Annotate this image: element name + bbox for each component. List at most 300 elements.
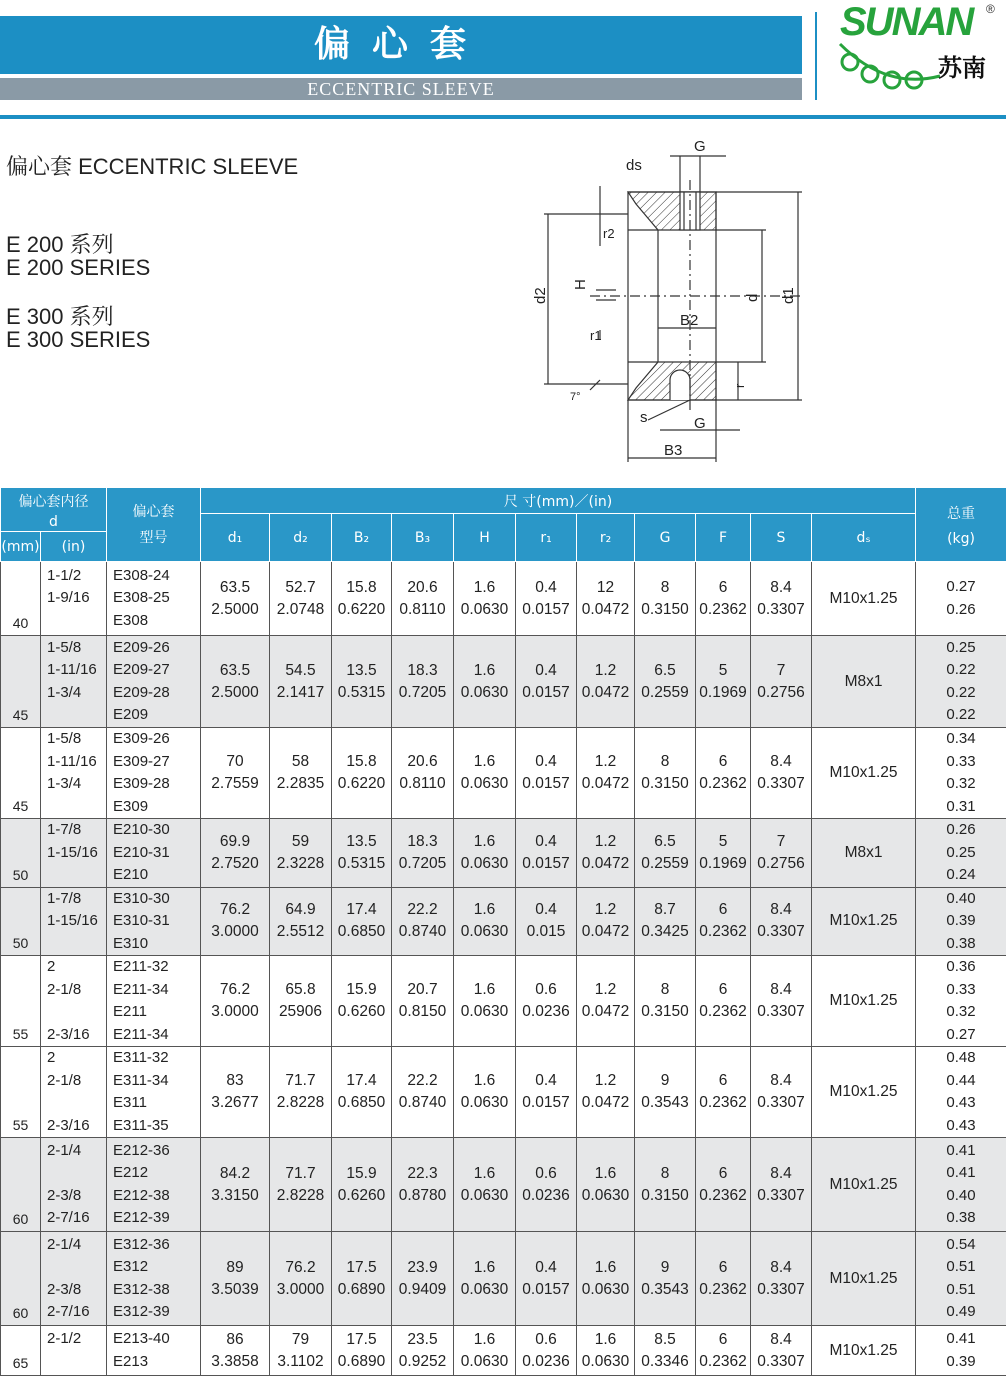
series-300-cn: E 300 系列	[6, 304, 114, 329]
cell-B2: 15.9 0.6260	[332, 956, 392, 1047]
header-weight-unit: (kg)	[947, 530, 975, 547]
eccentric-sleeve-drawing	[520, 130, 820, 470]
cell-weight	[916, 887, 1006, 956]
cell-model-line: E311-34	[113, 1071, 169, 1089]
table-row	[1, 636, 1006, 728]
cell-G: 8 0.3150	[635, 1138, 696, 1232]
cell-bore-in-line: 1-15/16	[47, 843, 98, 861]
cell-B3: 23.9 0.9409	[392, 1232, 454, 1326]
cell-model-line: E213-40	[113, 1330, 170, 1347]
cell-weight	[916, 636, 1006, 728]
cell-H: 1.6 0.0630	[454, 1232, 516, 1326]
cell-ds: M10x1.25	[812, 1232, 916, 1326]
cell-bore-in-line	[47, 864, 106, 887]
cell-d2: 79 3.1102	[270, 1326, 332, 1376]
cell-B3: 18.3 0.7205	[392, 636, 454, 728]
cell-weight	[916, 1047, 1006, 1138]
label-d1: d1	[780, 287, 797, 304]
cell-r2: 1.2 0.0472	[577, 956, 635, 1047]
cell-weight-line: 0.40	[946, 1186, 976, 1204]
cell-weight-line: 0.25	[946, 638, 976, 656]
cell-model-line: E210-30	[113, 821, 170, 838]
cell-d2: 52.7 2.0748	[270, 562, 332, 636]
cell-H: 1.6 0.0630	[454, 1326, 516, 1376]
cell-bore-in-line: 1-11/16	[47, 661, 97, 678]
cell-S: 8.4 0.3307	[751, 1047, 812, 1138]
cell-bore-mm: 45	[1, 728, 41, 819]
header-col-G: G	[635, 514, 696, 562]
cell-model-line: E210	[113, 866, 149, 883]
cell-S: 8.4 0.3307	[751, 1138, 812, 1232]
cell-B2: 17.5 0.6890	[332, 1232, 392, 1326]
cell-bore-mm: 45	[1, 636, 41, 728]
header-model-cn: 偏心套 型号	[132, 503, 175, 546]
cell-H: 1.6 0.0630	[454, 728, 516, 819]
cell-weight-line: 0.41	[946, 1164, 976, 1181]
cell-model	[107, 1047, 201, 1138]
cell-bore-in-line	[47, 610, 106, 633]
cell-r1: 0.4 0.0157	[516, 819, 577, 888]
cell-d2: 71.7 2.8228	[270, 1047, 332, 1138]
table-row	[1, 956, 1006, 1047]
cell-bore-in-line: 1-5/8	[47, 730, 82, 747]
cell-weight	[916, 956, 1006, 1047]
cell-d1: 89 3.5039	[201, 1232, 270, 1326]
cell-d1: 70 2.7559	[201, 728, 270, 819]
table-row	[1, 887, 1006, 956]
cell-weight-line: 0.26	[946, 600, 976, 618]
cell-r1: 0.6 0.0236	[516, 1326, 577, 1376]
cell-bore-in-line: 1-7/8	[47, 821, 82, 838]
cell-weight-line: 0.51	[946, 1258, 976, 1275]
header-weight-cn: 总重	[947, 505, 976, 522]
cell-model	[107, 1232, 201, 1326]
cell-weight	[916, 819, 1006, 888]
header-col-F: F	[696, 514, 751, 562]
cell-model	[107, 1326, 201, 1376]
cell-model-line: E310-30	[113, 889, 170, 907]
cell-model-line: E209-27	[113, 661, 170, 678]
cell-bore-in	[41, 728, 107, 819]
cell-ds: M10x1.25	[812, 956, 916, 1047]
cell-G: 6.5 0.2559	[635, 636, 696, 728]
cell-G: 6.5 0.2559	[635, 819, 696, 888]
cell-B3: 22.3 0.8780	[392, 1138, 454, 1232]
cell-model-line: E309-26	[113, 730, 170, 747]
cell-bore-in-line: 2-1/8	[47, 1071, 82, 1089]
cell-model-line: E211-34	[113, 980, 169, 998]
header-col-d1: d₁	[201, 514, 270, 562]
label-H: H	[572, 279, 589, 290]
cell-weight-line: 0.36	[946, 958, 976, 975]
cell-model-line: E212-36	[113, 1141, 170, 1159]
cell-model-line: E211	[113, 1003, 147, 1020]
cell-model-line: E309-27	[113, 752, 170, 770]
cell-bore-in	[41, 887, 107, 956]
cell-bore-in-line	[47, 1351, 106, 1374]
header-col-d2: d₂	[270, 514, 332, 562]
cell-model	[107, 956, 201, 1047]
cell-model-line: E212-39	[113, 1209, 170, 1226]
cell-B2: 15.8 0.6220	[332, 562, 392, 636]
cell-model-line: E311	[113, 1094, 147, 1111]
cell-r2: 1.2 0.0472	[577, 728, 635, 819]
cell-d1: 84.2 3.3150	[201, 1138, 270, 1232]
cell-bore-in-line	[47, 1092, 106, 1115]
cell-model-line: E311-32	[113, 1049, 169, 1066]
cell-model-line: E308-24	[113, 566, 170, 584]
cell-model-line: E211-34	[113, 1025, 169, 1043]
cell-d1: 86 3.3858	[201, 1326, 270, 1376]
header-model	[107, 488, 201, 562]
cell-H: 1.6 0.0630	[454, 1138, 516, 1232]
header-col-r2: r₂	[577, 514, 635, 562]
cell-r1: 0.6 0.0236	[516, 1138, 577, 1232]
label-B2: B2	[680, 312, 699, 329]
cell-F: 6 0.2362	[696, 1232, 751, 1326]
cell-G: 9 0.3543	[635, 1232, 696, 1326]
section-heading: 偏心套 ECCENTRIC SLEEVE	[6, 154, 299, 179]
cell-B2: 15.9 0.6260	[332, 1138, 392, 1232]
cell-bore-mm: 50	[1, 819, 41, 888]
cell-bore-in-line	[47, 933, 106, 956]
cell-d2: 58 2.2835	[270, 728, 332, 819]
cell-r2: 12 0.0472	[577, 562, 635, 636]
cell-bore-in-line	[47, 704, 106, 727]
cell-r1: 0.4 0.0157	[516, 1047, 577, 1138]
cell-weight-line: 0.38	[946, 934, 976, 952]
cell-r1: 0.6 0.0236	[516, 956, 577, 1047]
cell-bore-in	[41, 819, 107, 888]
cell-model-line: E312-39	[113, 1303, 170, 1320]
cell-bore-in-line: 2-3/16	[47, 1025, 90, 1043]
cell-H: 1.6 0.0630	[454, 819, 516, 888]
cell-ds: M10x1.25	[812, 728, 916, 819]
cell-weight-line: 0.51	[946, 1280, 976, 1298]
cell-B3: 20.6 0.8110	[392, 562, 454, 636]
cell-weight	[916, 1232, 1006, 1326]
label-ds: ds	[626, 157, 642, 174]
cell-model-line: E210-31	[113, 843, 170, 861]
header-mm: (mm)	[1, 532, 41, 562]
label-r: r	[732, 383, 747, 388]
cell-weight-line: 0.43	[946, 1094, 976, 1111]
cell-model-line: E310	[113, 934, 149, 952]
cell-bore-mm: 55	[1, 1047, 41, 1138]
cell-model	[107, 728, 201, 819]
cell-model-line: E311-35	[113, 1116, 169, 1134]
cell-bore-in-line: 2	[47, 958, 56, 975]
cell-model-line: E309	[113, 797, 149, 815]
cell-B3: 18.3 0.7205	[392, 819, 454, 888]
header-bore-d: d	[1, 514, 107, 532]
header-weight	[916, 488, 1006, 562]
cell-bore-in-line: 1-1/2	[47, 566, 82, 584]
header-col-r1: r₁	[516, 514, 577, 562]
cell-ds: M8x1	[812, 819, 916, 888]
cell-weight-line: 0.24	[946, 866, 976, 883]
cell-d2: 54.5 2.1417	[270, 636, 332, 728]
cell-bore-in-line: 2-1/4	[47, 1235, 82, 1253]
cell-F: 6 0.2362	[696, 1326, 751, 1376]
bearing-balls-icon	[836, 40, 946, 90]
cell-r1: 0.4 0.0157	[516, 1232, 577, 1326]
cell-bore-in	[41, 562, 107, 636]
cell-weight-line: 0.41	[946, 1330, 976, 1347]
cell-r2: 1.6 0.0630	[577, 1138, 635, 1232]
cell-ds: M10x1.25	[812, 1326, 916, 1376]
cell-bore-in-line: 2-7/16	[47, 1209, 90, 1226]
cell-bore-in-line: 2-3/8	[47, 1186, 82, 1204]
spec-table	[0, 487, 1006, 1376]
cell-weight-line: 0.39	[946, 1352, 976, 1370]
cell-weight-line: 0.22	[946, 661, 976, 678]
cell-ds: M10x1.25	[812, 562, 916, 636]
cell-model	[107, 887, 201, 956]
cell-G: 9 0.3543	[635, 1047, 696, 1138]
cell-weight-line: 0.32	[946, 1003, 976, 1020]
cell-weight-line: 0.22	[946, 683, 976, 701]
cell-bore-in-line	[47, 1256, 106, 1279]
cell-B2: 13.5 0.5315	[332, 819, 392, 888]
cell-model-line: E209	[113, 706, 149, 723]
label-d: d	[744, 293, 761, 302]
cell-G: 8 0.3150	[635, 562, 696, 636]
cell-bore-in-line: 1-3/4	[47, 683, 82, 701]
header-bore	[1, 488, 107, 514]
brand-logo	[836, 0, 1004, 100]
cell-model-line: E308	[113, 611, 149, 629]
cell-weight-line: 0.48	[946, 1049, 976, 1066]
cell-weight-line: 0.54	[946, 1235, 976, 1253]
cell-B3: 22.2 0.8740	[392, 887, 454, 956]
cell-d1: 76.2 3.0000	[201, 956, 270, 1047]
cell-S: 8.4 0.3307	[751, 1326, 812, 1376]
cell-r2: 1.2 0.0472	[577, 1047, 635, 1138]
cell-S: 7 0.2756	[751, 819, 812, 888]
cell-bore-in-line: 2-3/16	[47, 1116, 90, 1134]
cell-bore-mm: 50	[1, 887, 41, 956]
label-angle: 7°	[570, 391, 581, 403]
cell-weight	[916, 1138, 1006, 1232]
cell-bore-in	[41, 1232, 107, 1326]
cell-model-line: E212	[113, 1164, 149, 1181]
label-s: s	[640, 409, 648, 426]
header-divider	[815, 12, 817, 100]
cell-weight-line: 0.22	[946, 706, 976, 723]
table-row	[1, 819, 1006, 888]
table-row	[1, 1232, 1006, 1326]
cell-S: 8.4 0.3307	[751, 562, 812, 636]
cell-model-line: E211-32	[113, 958, 169, 975]
cell-weight-line: 0.39	[946, 912, 976, 929]
cell-r2: 1.2 0.0472	[577, 819, 635, 888]
cell-B2: 15.8 0.6220	[332, 728, 392, 819]
cell-d2: 71.7 2.8228	[270, 1138, 332, 1232]
cell-S: 7 0.2756	[751, 636, 812, 728]
cell-bore-in-line	[47, 1162, 106, 1185]
cell-r2: 1.2 0.0472	[577, 887, 635, 956]
cell-bore-mm: 60	[1, 1138, 41, 1232]
cell-bore-mm: 65	[1, 1326, 41, 1376]
cell-bore-in-line	[47, 796, 106, 819]
cell-bore-mm: 60	[1, 1232, 41, 1326]
cell-model-line: E309-28	[113, 775, 170, 792]
cell-B2: 17.4 0.6850	[332, 1047, 392, 1138]
cell-weight-line: 0.49	[946, 1303, 976, 1320]
header-col-ds: dₛ	[812, 514, 916, 562]
cell-S: 8.4 0.3307	[751, 887, 812, 956]
cell-model-line: E308-25	[113, 589, 170, 607]
cell-F: 6 0.2362	[696, 728, 751, 819]
header-col-H: H	[454, 514, 516, 562]
cell-bore-in-line: 1-11/16	[47, 752, 97, 770]
cell-model-line: E209-28	[113, 683, 170, 701]
table-row	[1, 1326, 1006, 1376]
cell-d1: 76.2 3.0000	[201, 887, 270, 956]
logo-brand-text: SUNAN	[840, 0, 973, 44]
header-col-B2: B₂	[332, 514, 392, 562]
cell-weight-line: 0.33	[946, 980, 976, 998]
cell-d1: 83 3.2677	[201, 1047, 270, 1138]
cell-weight-line: 0.43	[946, 1116, 976, 1134]
logo-registered-mark: ®	[986, 2, 995, 16]
cell-bore-in	[41, 1138, 107, 1232]
cell-weight-line: 0.33	[946, 752, 976, 770]
cell-model-line: E312-36	[113, 1235, 170, 1253]
cell-F: 6 0.2362	[696, 887, 751, 956]
cell-S: 8.4 0.3307	[751, 728, 812, 819]
header-col-S: S	[751, 514, 812, 562]
cell-B2: 17.5 0.6890	[332, 1326, 392, 1376]
cell-r1: 0.4 0.0157	[516, 728, 577, 819]
cell-bore-in-line	[47, 1001, 106, 1024]
cell-bore-in-line: 1-3/4	[47, 775, 82, 792]
cell-bore-in-line: 2-1/8	[47, 980, 82, 998]
cell-F: 6 0.2362	[696, 562, 751, 636]
cell-model-line: E209-26	[113, 638, 170, 656]
page-subtitle: ECCENTRIC SLEEVE	[0, 78, 802, 100]
cell-bore-in	[41, 956, 107, 1047]
cell-F: 5 0.1969	[696, 636, 751, 728]
cell-r2: 1.6 0.0630	[577, 1232, 635, 1326]
cell-weight	[916, 562, 1006, 636]
cell-ds: M8x1	[812, 636, 916, 728]
cell-weight-line: 0.41	[946, 1141, 976, 1159]
cell-G: 8 0.3150	[635, 728, 696, 819]
cell-B3: 23.5 0.9252	[392, 1326, 454, 1376]
cell-S: 8.4 0.3307	[751, 956, 812, 1047]
cell-model-line: E312	[113, 1258, 149, 1275]
cell-model-line: E312-38	[113, 1280, 170, 1298]
cell-d2: 65.8 25906	[270, 956, 332, 1047]
series-200-cn: E 200 系列	[6, 232, 114, 257]
cell-bore-in-line: 2-3/8	[47, 1280, 82, 1298]
cell-H: 1.6 0.0630	[454, 887, 516, 956]
label-B3: B3	[664, 442, 683, 459]
cell-bore-in-line: 2-1/4	[47, 1141, 82, 1159]
cell-weight-line: 0.31	[946, 797, 976, 815]
cell-weight-line: 0.32	[946, 775, 976, 792]
cell-model	[107, 562, 201, 636]
table-row	[1, 1047, 1006, 1138]
cell-G: 8.5 0.3346	[635, 1326, 696, 1376]
cell-F: 6 0.2362	[696, 1138, 751, 1232]
cell-S: 8.4 0.3307	[751, 1232, 812, 1326]
cell-F: 6 0.2362	[696, 1047, 751, 1138]
cell-bore-in	[41, 636, 107, 728]
cell-model	[107, 1138, 201, 1232]
cell-B3: 20.7 0.8150	[392, 956, 454, 1047]
cell-bore-in-line: 1-9/16	[47, 589, 90, 607]
cell-weight	[916, 1326, 1006, 1376]
table-row	[1, 562, 1006, 636]
table-row	[1, 1138, 1006, 1232]
cell-model-line: E212-38	[113, 1186, 170, 1204]
cell-ds: M10x1.25	[812, 887, 916, 956]
series-300-en: E 300 SERIES	[6, 327, 151, 352]
header-in: (in)	[41, 532, 107, 562]
cell-weight-line: 0.34	[946, 730, 976, 747]
cell-weight-line: 0.27	[946, 1025, 976, 1043]
cell-r2: 1.6 0.0630	[577, 1326, 635, 1376]
cell-d1: 69.9 2.7520	[201, 819, 270, 888]
cell-B3: 22.2 0.8740	[392, 1047, 454, 1138]
cell-model-line: E310-31	[113, 912, 170, 929]
cell-ds: M10x1.25	[812, 1047, 916, 1138]
cell-d2: 59 2.3228	[270, 819, 332, 888]
cell-F: 6 0.2362	[696, 956, 751, 1047]
label-r2: r2	[603, 226, 615, 241]
cell-weight-line: 0.27	[946, 578, 976, 595]
cell-model-line: E213	[113, 1352, 149, 1370]
cell-weight-line: 0.44	[946, 1071, 976, 1089]
cell-d1: 63.5 2.5000	[201, 562, 270, 636]
label-d2: d2	[532, 287, 549, 304]
cell-G: 8 0.3150	[635, 956, 696, 1047]
cell-r1: 0.4 0.0157	[516, 562, 577, 636]
cell-r1: 0.4 0.0157	[516, 636, 577, 728]
cell-model	[107, 819, 201, 888]
header-rule	[0, 115, 1006, 119]
cell-bore-in	[41, 1047, 107, 1138]
cell-d2: 76.2 3.0000	[270, 1232, 332, 1326]
table-row	[1, 728, 1006, 819]
cell-weight-line: 0.38	[946, 1209, 976, 1226]
cell-G: 8.7 0.3425	[635, 887, 696, 956]
cell-bore-in-line: 1-15/16	[47, 912, 98, 929]
header-dims: 尺 寸(mm)／(in)	[201, 488, 916, 514]
label-G-top: G	[694, 138, 706, 155]
label-r1: r1	[590, 328, 602, 343]
cell-B2: 13.5 0.5315	[332, 636, 392, 728]
cell-F: 5 0.1969	[696, 819, 751, 888]
cell-bore-in-line: 1-7/8	[47, 889, 82, 907]
cell-bore-in	[41, 1326, 107, 1376]
cell-bore-mm: 55	[1, 956, 41, 1047]
cell-B2: 17.4 0.6850	[332, 887, 392, 956]
cell-weight	[916, 728, 1006, 819]
cell-r2: 1.2 0.0472	[577, 636, 635, 728]
cell-model	[107, 636, 201, 728]
cell-B3: 20.6 0.8110	[392, 728, 454, 819]
header-col-B3: B₃	[392, 514, 454, 562]
logo-brand-cn: 苏南	[938, 54, 986, 82]
cell-H: 1.6 0.0630	[454, 636, 516, 728]
page-title: 偏心套	[0, 16, 802, 74]
header-bore-cn: 偏心套内径	[18, 493, 89, 510]
cell-bore-in-line: 1-5/8	[47, 638, 82, 656]
